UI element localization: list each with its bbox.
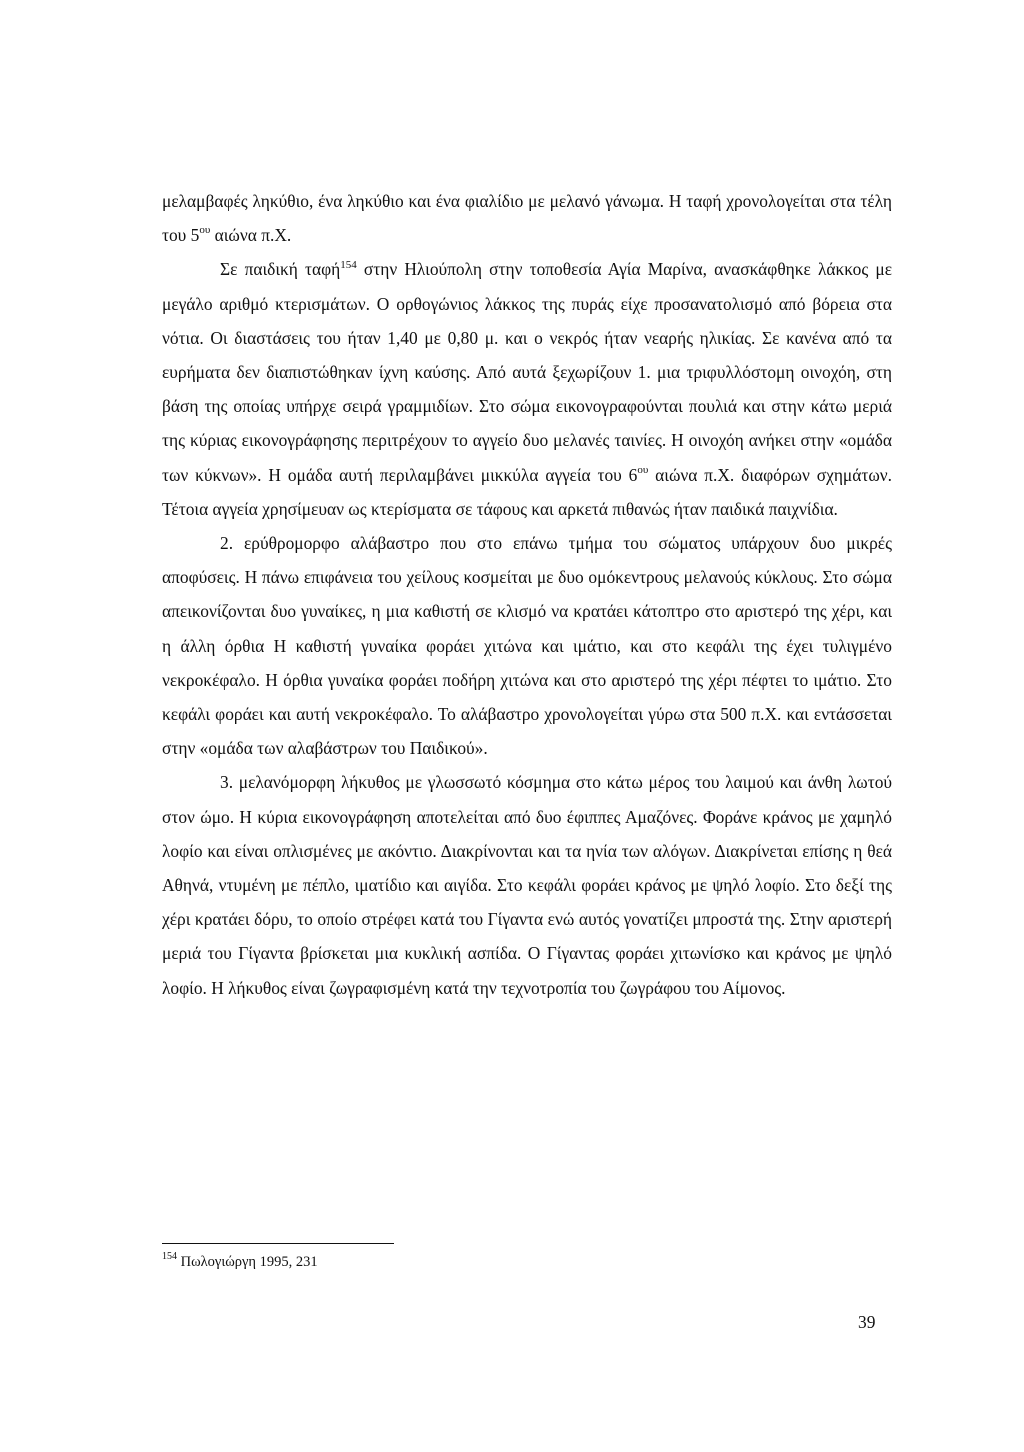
superscript: 154	[340, 258, 357, 271]
paragraph	[162, 184, 892, 252]
footnote	[162, 1252, 318, 1272]
superscript: ου	[637, 463, 649, 476]
paragraph	[162, 252, 892, 526]
text-run: αιώνα π.Χ.	[210, 225, 292, 246]
text-run: στην Ηλιούπολη στην τοποθεσία Αγία Μαρίνα, ανασκάφθηκε λάκκος με μεγάλο αριθμό κτερισμάτων. Ο ορθογώνιος λάκκος της πυράς είχε προσανατολισμό από βόρεια στα νότια. Οι διαστάσεις του ήταν 1,40 με 0,80 μ. και ο νεκρός ήταν νεαρής ηλικίας. Σε κανένα από τα ευρήματα δεν διαπιστώθηκαν ίχνη καύσης. Από αυτά ξεχωρίζουν 1. μια τριφυλλόστομη οινοχόη, στη βάση της οποίας υπήρχε σειρά γραμμιδίων. Στο σώμα εικονογραφούνται πουλιά και στην κάτω μεριά της κύριας εικονογράφησης περιτρέχουν το αγγείο δυο μελανές ταινίες. Η οινοχόη ανήκει στην «ομάδα των κύκνων». Η ομάδα αυτή περιλαμβάνει μικκύλα αγγεία του 6	[162, 259, 892, 485]
superscript: ου	[199, 224, 211, 237]
body-text	[162, 184, 892, 1005]
footnote-number: 154	[162, 1251, 177, 1263]
paragraph	[162, 526, 892, 765]
page-number: 39	[858, 1312, 876, 1332]
paragraph	[162, 765, 892, 1004]
footnote-text: Πωλογιώργη 1995, 231	[177, 1254, 318, 1270]
text-run: μελαμβαφές ληκύθιο, ένα ληκύθιο και ένα φιαλίδιο με μελανό γάνωμα. Η ταφή χρονολογείται στα τέλη του 5	[162, 191, 892, 246]
text-run: αιώνα π.Χ. διαφόρων σχημάτων. Τέτοια αγγεία χρησίμευαν ως κτερίσματα σε τάφους και αρκετά πιθανώς ήταν παιδικά παιχνίδια.	[162, 464, 892, 519]
text-run: Σε παιδική ταφή	[220, 259, 341, 280]
text-run: 2. ερύθρομορφο αλάβαστρο που στο επάνω τμήμα του σώματος υπάρχουν δυο μικρές αποφύσεις. Η πάνω επιφάνεια του χείλους κοσμείται με δυο ομόκεντρους μελανούς κύκλους. Στο σώμα απεικονίζονται δυο γυναίκες, η μια καθιστή σε κλισμό να κρατάει κάτοπτρο στο αριστερό της χέρι, και η άλλη όρθια Η καθιστή γυναίκα φοράει χιτώνα και ιμάτιο, και στο κεφάλι της έχει τυλιγμένο νεκροκέφαλο. Η όρθια γυναίκα φοράει ποδήρη χιτώνα και στο αριστερό της χέρι πέφτει το ιμάτιο. Στο κεφάλι φοράει και αυτή νεκροκέφαλο. Το αλάβαστρο χρονολογείται γύρω στα 500 π.Χ. και εντάσσεται στην «ομάδα των αλαβάστρων του Παιδικού».	[162, 533, 892, 759]
footnote-divider	[162, 1243, 394, 1244]
text-run: 3. μελανόμορφη λήκυθος με γλωσσωτό κόσμημα στο κάτω μέρος του λαιμού και άνθη λωτού στον ώμο. Η κύρια εικονογράφηση αποτελείται από δυο έφιππες Αμαζόνες. Φοράνε κράνος με χαμηλό λοφίο και είναι οπλισμένες με ακόντιο. Διακρίνονται και τα ηνία των αλόγων. Διακρίνεται επίσης η θεά Αθηνά, ντυμένη με πέπλο, ιματίδιο και αιγίδα. Στο κεφάλι φοράει κράνος με ψηλό λοφίο. Στο δεξί της χέρι κρατάει δόρυ, το οποίο στρέφει κατά του Γίγαντα ενώ αυτός γονατίζει μπροστά της. Στην αριστερή μεριά του Γίγαντα βρίσκεται μια κυκλική ασπίδα. Ο Γίγαντας φοράει χιτωνίσκο και κράνος με ψηλό λοφίο. Η λήκυθος είναι ζωγραφισμένη κατά την τεχνοτροπία του ζωγράφου του Αίμονος.	[162, 772, 892, 998]
